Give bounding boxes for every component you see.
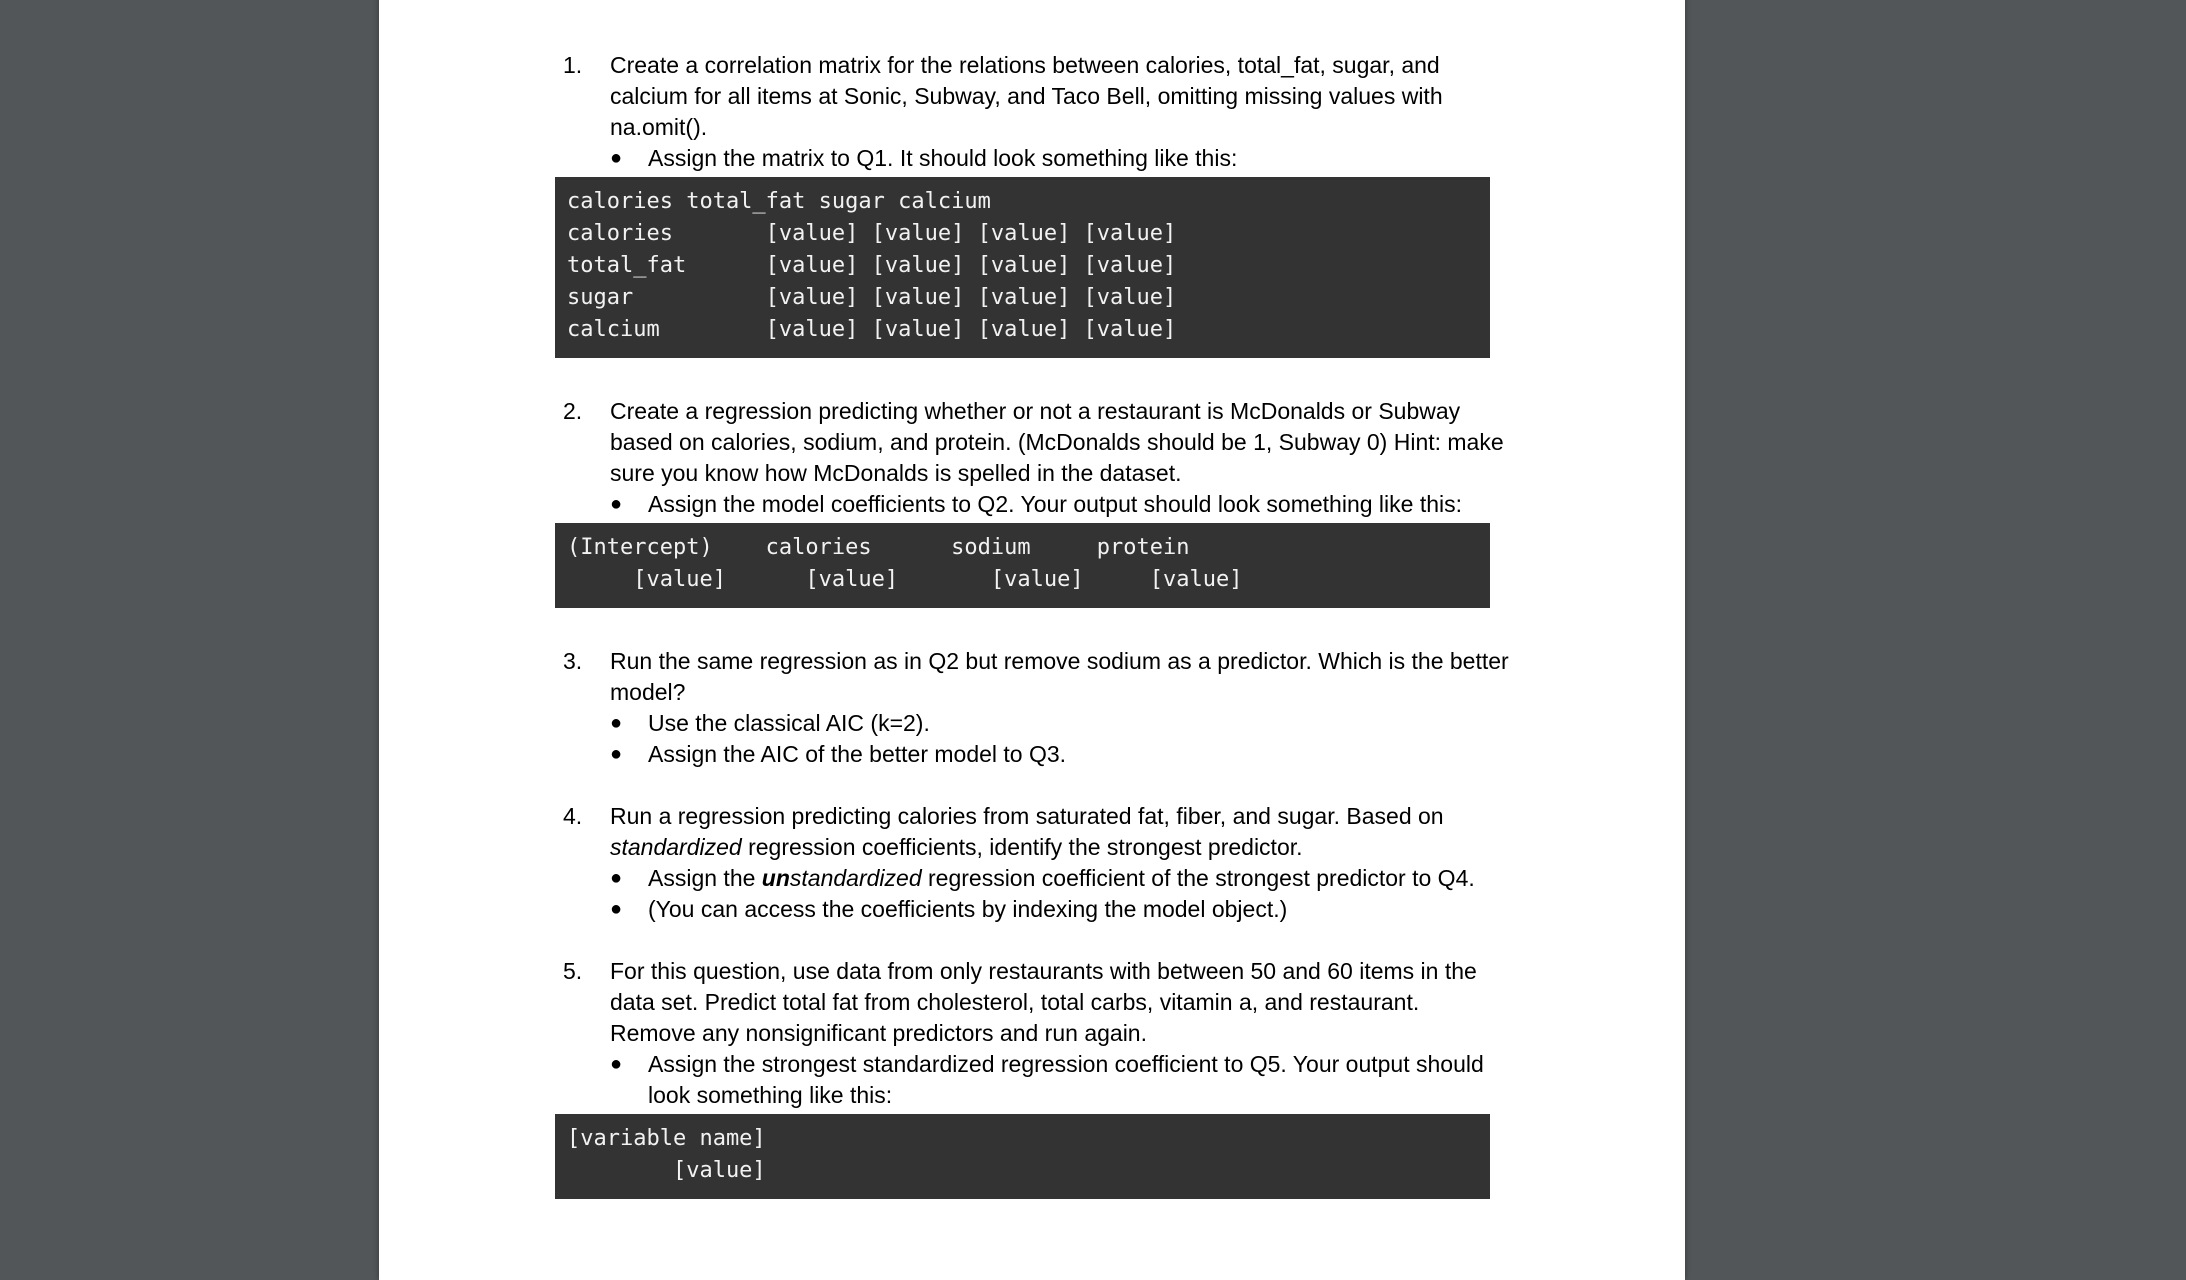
- question-5: [563, 956, 1573, 1111]
- code-line: calcium [value] [value] [value] [value]: [567, 317, 1177, 342]
- code-line: (Intercept) calories sodium protein: [567, 535, 1190, 560]
- bullet-item: ● Assign the unstandardized regression coefficient of the strongest predictor to Q4.: [610, 863, 1573, 894]
- question-number: 5.: [563, 958, 583, 984]
- question-number: 4.: [563, 803, 583, 829]
- question-line: model?: [610, 679, 686, 705]
- bullet-item: ● Assign the AIC of the better model to Q3.: [610, 739, 1573, 770]
- bullet-item: ● Assign the matrix to Q1. It should look something like this:: [610, 143, 1573, 174]
- question-number: 2.: [563, 398, 583, 424]
- question-text: [610, 396, 1573, 489]
- question-line: Remove any nonsignificant predictors and run again.: [610, 1020, 1147, 1046]
- code-line: [value] [value] [value] [value]: [567, 567, 1243, 592]
- question-line: For this question, use data from only restaurants with between 50 and 60 items in the: [610, 958, 1477, 984]
- bullet-dot-icon: ●: [610, 1053, 623, 1075]
- question-line: based on calories, sodium, and protein. (McDonalds should be 1, Subway 0) Hint: make: [610, 429, 1504, 455]
- question-line: data set. Predict total fat from cholesterol, total carbs, vitamin a, and restaurant.: [610, 989, 1420, 1015]
- document-page: [379, 0, 1685, 1280]
- question-line: Create a regression predicting whether or not a restaurant is McDonalds or Subway: [610, 398, 1461, 424]
- page-content: [563, 50, 1573, 1199]
- question-line: na.omit().: [610, 114, 708, 140]
- question-line: sure you know how McDonalds is spelled in the dataset.: [610, 460, 1182, 486]
- bullet-item: ● Use the classical AIC (k=2).: [610, 708, 1573, 739]
- bullet-list: [610, 143, 1573, 174]
- question-4: [563, 801, 1573, 925]
- bullet-item: ● Assign the strongest standardized regression coefficient to Q5. Your output should look something like this:: [610, 1051, 1484, 1108]
- bullet-dot-icon: ●: [610, 493, 623, 515]
- bullet-list: [610, 489, 1573, 520]
- question-text: [610, 646, 1573, 708]
- code-block-q1: [555, 177, 1490, 358]
- code-block-q5: [555, 1114, 1490, 1199]
- code-line: calories total_fat sugar calcium: [567, 189, 991, 214]
- bullet-dot-icon: ●: [610, 743, 623, 765]
- code-line: calories [value] [value] [value] [value]: [567, 221, 1177, 246]
- question-3: [563, 646, 1573, 770]
- question-line: Create a correlation matrix for the relations between calories, total_fat, sugar, and: [610, 52, 1440, 78]
- code-block-q2: [555, 523, 1490, 608]
- question-2: [563, 396, 1573, 520]
- question-text: [610, 956, 1573, 1049]
- question-text: [610, 801, 1573, 863]
- bullet-dot-icon: ●: [610, 898, 623, 920]
- question-number: 1.: [563, 52, 583, 78]
- question-number: 3.: [563, 648, 583, 674]
- question-text: [610, 50, 1573, 143]
- bullet-list: [610, 863, 1573, 925]
- bullet-item: ● (You can access the coefficients by indexing the model object.): [610, 894, 1573, 925]
- code-line: sugar [value] [value] [value] [value]: [567, 285, 1177, 310]
- question-line: Run a regression predicting calories from saturated fat, fiber, and sugar. Based on: [610, 803, 1444, 829]
- question-line: calcium for all items at Sonic, Subway, and Taco Bell, omitting missing values with: [610, 83, 1443, 109]
- code-line: [value]: [567, 1158, 766, 1183]
- code-line: total_fat [value] [value] [value] [value]: [567, 253, 1177, 278]
- bullet-list: [610, 1049, 1573, 1111]
- code-line: [variable name]: [567, 1126, 766, 1151]
- bullet-item: ● Assign the model coefficients to Q2. Your output should look something like this:: [610, 489, 1573, 520]
- bullet-list: [610, 708, 1573, 770]
- bullet-dot-icon: ●: [610, 147, 623, 169]
- bullet-dot-icon: ●: [610, 712, 623, 734]
- question-line: standardized regression coefficients, identify the strongest predictor.: [610, 834, 1303, 860]
- question-line: Run the same regression as in Q2 but remove sodium as a predictor. Which is the better: [610, 648, 1509, 674]
- question-1: [563, 50, 1573, 174]
- bullet-dot-icon: ●: [610, 867, 623, 889]
